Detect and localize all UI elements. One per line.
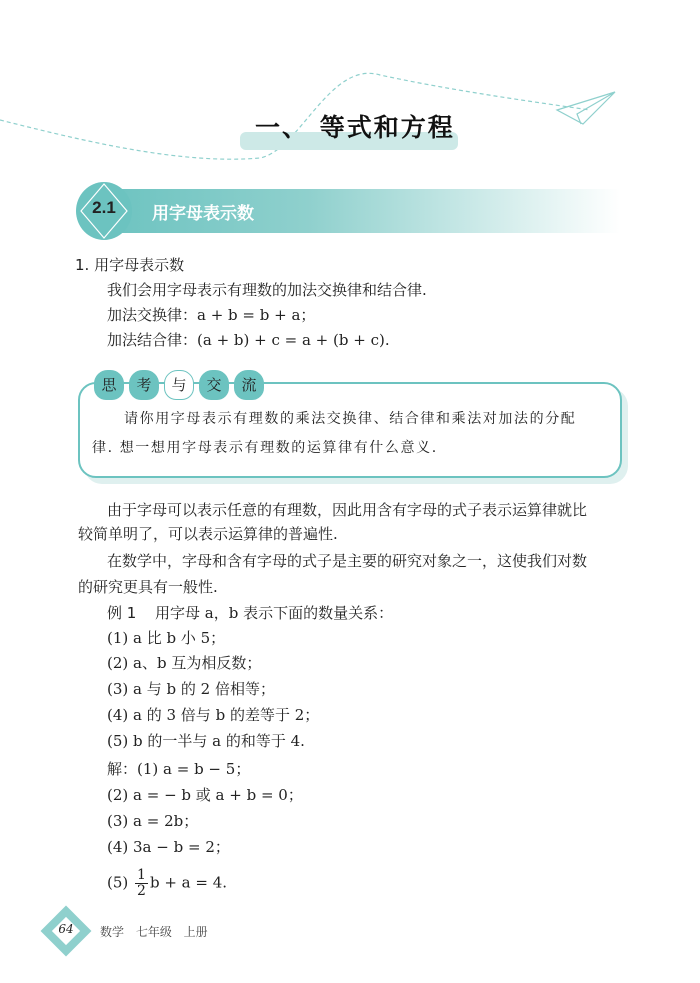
example-label: 例 1 [107,604,137,622]
paper-plane-icon [555,90,617,130]
paragraph-line: 在数学中，字母和含有字母的式子是主要的研究对象之一，这使我们对数 [107,552,588,570]
discussion-text: 律. 想一想用字母表示有理数的运算律有什么意义. [92,440,438,456]
page-number: 64 [58,922,74,936]
solution-line: (2) a = − b 或 a + b = 0； [107,786,303,804]
solution-line-fraction [107,868,227,899]
section-title: 用字母表示数 [152,204,254,224]
discussion-tag: 思 [94,370,124,400]
discussion-tag: 交 [199,370,229,400]
chapter-title: 一、 等式和方程 [255,113,455,142]
discussion-box [78,382,622,478]
paragraph-line: 的研究更具有一般性. [78,578,218,596]
example-item: (3) a 与 b 的 2 倍相等； [107,680,275,698]
commutative-law: 加法交换律：a + b = b + a； [107,306,316,324]
solution-rest: b + a = 4. [149,873,228,892]
paragraph-line: 由于字母可以表示任意的有理数，因此用含有字母的式子表示运算律就比 [107,501,588,519]
book-title: 数学 七年级 上册 [100,925,208,939]
associative-law: 加法结合律：(a + b) + c = a + (b + c). [107,331,390,349]
solution-line: (3) a = 2b； [107,812,199,830]
subsection-heading: 1. 用字母表示数 [75,256,185,274]
example-prompt: 用字母 a，b 表示下面的数量关系： [155,604,394,622]
discussion-tag: 流 [234,370,264,400]
example-item: (1) a 比 b 小 5； [107,629,226,647]
discussion-text: 请你用字母表示有理数的乘法交换律、结合律和乘法对加法的分配 [124,411,577,427]
fraction [135,868,148,899]
fraction-numerator: 1 [137,867,146,883]
example-item: (4) a 的 3 倍与 b 的差等于 2； [107,706,320,724]
section-number: 2.1 [92,198,116,217]
solution-line: (4) 3a − b = 2； [107,838,230,856]
solution-prefix: (5) [107,873,129,892]
intro-line: 我们会用字母表示有理数的加法交换律和结合律. [107,281,427,299]
discussion-tag: 与 [164,370,194,400]
example-item: (2) a、b 互为相反数； [107,654,262,672]
solution-line: 解：(1) a = b − 5； [107,760,251,778]
discussion-tag: 考 [129,370,159,400]
fraction-denominator: 2 [137,883,146,899]
example-item: (5) b 的一半与 a 的和等于 4. [107,732,305,750]
paragraph-line: 较简单明了，可以表示运算律的普遍性. [78,525,338,543]
